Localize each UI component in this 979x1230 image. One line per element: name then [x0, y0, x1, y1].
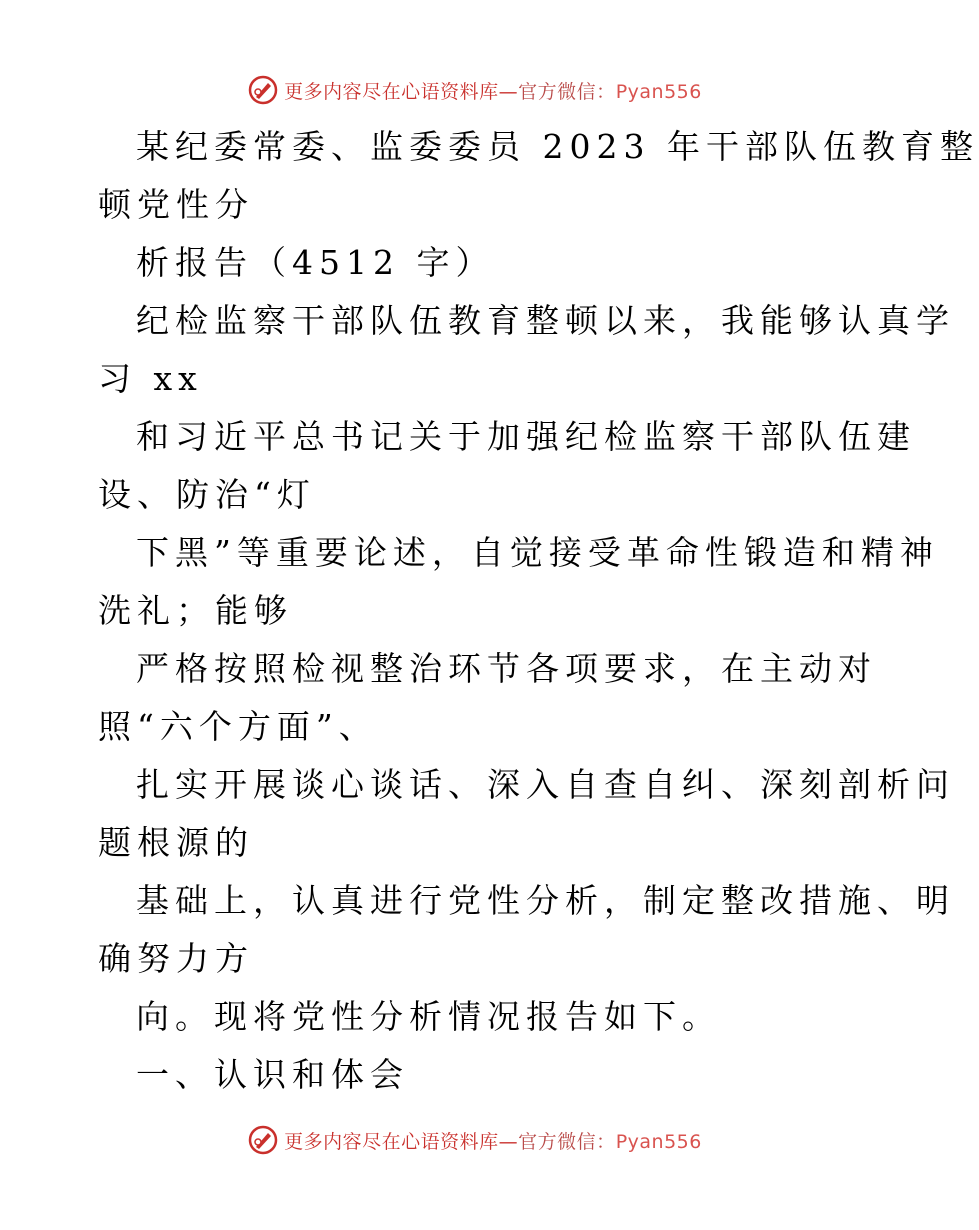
pen-logo-icon — [248, 75, 278, 105]
header-watermark-banner — [0, 70, 950, 110]
banner-dash: — — [498, 80, 519, 103]
footer-watermark-banner — [0, 1120, 950, 1160]
document-line: 题根源的 — [98, 823, 254, 862]
document-line: 习 xx — [98, 359, 203, 398]
banner-account: Pyan556 — [615, 1130, 702, 1153]
banner-text — [284, 77, 702, 104]
banner-main-text: 更多内容尽在心语资料库 — [284, 1130, 499, 1153]
banner-wechat-label: 官方微信： — [518, 1130, 616, 1153]
document-line: 照“六个方面”、 — [98, 707, 378, 746]
document-line: 基础上，认真进行党性分析，制定整改措施、明 — [136, 881, 955, 920]
document-line: 确努力方 — [98, 939, 254, 978]
document-line: 设、防治“灯 — [98, 475, 316, 514]
banner-account: Pyan556 — [615, 80, 702, 103]
document-line: 严格按照检视整治环节各项要求，在主动对 — [136, 649, 877, 688]
pen-logo-icon — [248, 1125, 278, 1155]
document-line: 顿党性分 — [98, 185, 254, 224]
document-line: 向。现将党性分析情况报告如下。 — [136, 997, 721, 1036]
document-line: 洗礼；能够 — [98, 591, 293, 630]
banner-wechat-label: 官方微信： — [518, 80, 616, 103]
document-line: 纪检监察干部队伍教育整顿以来，我能够认真学 — [136, 301, 955, 340]
document-line: 某纪委常委、监委委员 2023 年干部队伍教育整 — [136, 127, 979, 166]
document-line: 扎实开展谈心谈话、深入自查自纠、深刻剖析问 — [136, 765, 955, 804]
document-line: 和习近平总书记关于加强纪检监察干部队伍建 — [136, 417, 916, 456]
banner-dash: — — [498, 1130, 519, 1153]
document-line: 下黑”等重要论述，自觉接受革命性锻造和精神 — [136, 533, 939, 572]
document-line: 析报告（4512 字） — [136, 243, 495, 282]
banner-main-text: 更多内容尽在心语资料库 — [284, 80, 499, 103]
document-body — [98, 118, 979, 1104]
banner-text — [284, 1127, 702, 1154]
document-line: 一、认识和体会 — [136, 1055, 409, 1094]
